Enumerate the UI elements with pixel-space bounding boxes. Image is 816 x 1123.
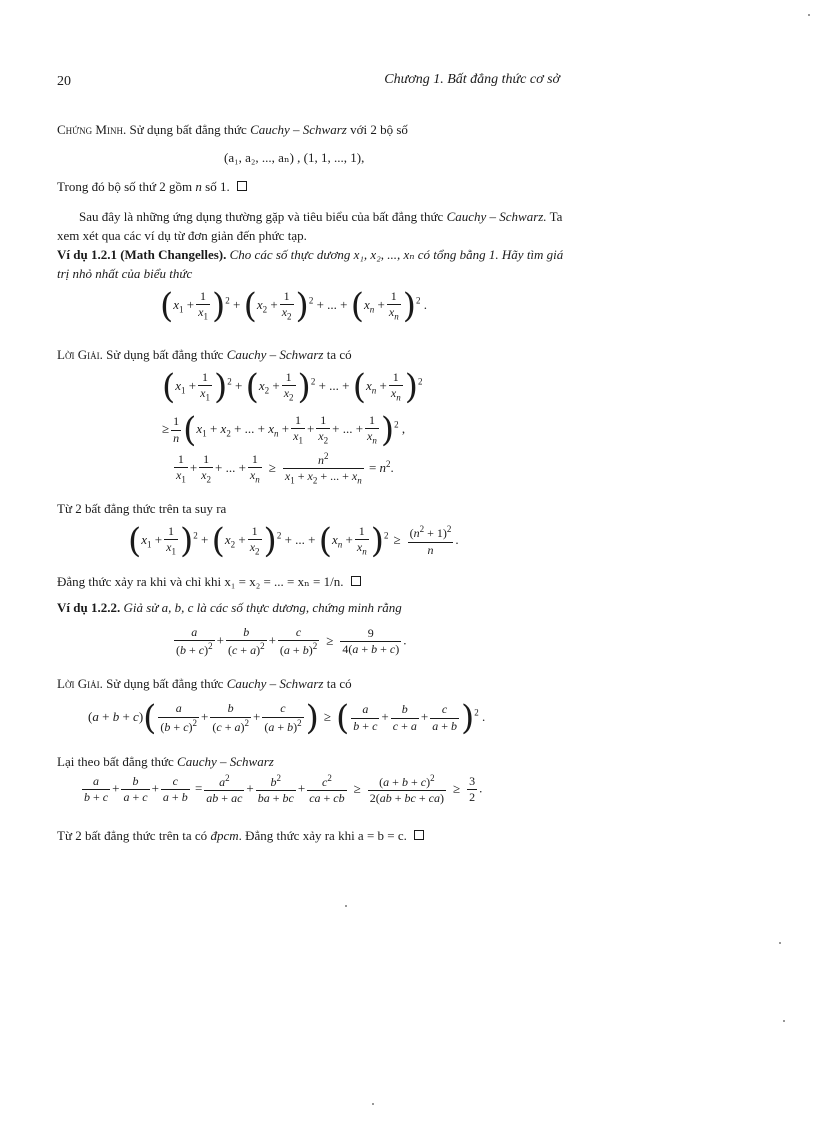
proof-line2-a: Trong đó bộ số thứ 2 gồm [57, 179, 193, 194]
intro-text2: Ta xem xét qua các ví dụ từ đơn giản đến phức tạp. [57, 209, 563, 243]
proof-text: Sử dụng bất đẳng thức [129, 122, 247, 137]
proof-tuple: (a₁, a₂, ..., aₙ) , (1, 1, ..., 1), [224, 150, 365, 165]
scan-speck [372, 1103, 374, 1105]
solution-1-line3: $\frac{1}{x_1}$ + $\frac{1}{x_2}$ + ... + $\frac{1}{x_n}$ ≥ $\frac{n^2}{x_1 + x_2 + ... + x_n}$ = $n^2$. [176, 451, 394, 486]
qed-box [414, 830, 424, 840]
solution-1-equality [57, 572, 565, 591]
solution-1-equality-text: Đẳng thức xảy ra khi và chỉ khi x₁ = x₂ = ... = xₙ = 1/n. [57, 574, 344, 589]
running-head: Chương 1. Bất đẳng thức cơ sở [384, 72, 560, 87]
example-1-expression: ($x_1$ + $\frac{1}{x_1}$ )$^2 + (x_2$ + $\frac{1}{x_2}$ )$^2$ + ... + ($x_n$ + $\frac{1}{x_n}$ )$^2$ . [160, 286, 427, 326]
example-1-stmt1: Cho các số thực dương x₁, x₂, ..., xₙ có tổng [229, 247, 457, 262]
proof-paragraph [57, 120, 565, 139]
solution-1-text2: ta có [326, 347, 352, 362]
scan-speck [808, 14, 810, 16]
page-number: 20 [57, 74, 71, 89]
intro-cs2: Schwarz. [499, 209, 547, 224]
solution-2-cs2: Cauchy – Schwarz [177, 754, 274, 769]
example-1-stmt2: bằng 1. Hãy tìm giá trị nhỏ nhất của biểu thức [57, 247, 564, 281]
qed-box [237, 181, 247, 191]
intro-cs1: Cauchy – [446, 209, 497, 224]
qed-box [351, 576, 361, 586]
solution-1-text: Sử dụng bất đẳng thức [106, 347, 224, 362]
solution-2-dpcm: đpcm [210, 828, 239, 843]
scan-speck [345, 905, 347, 907]
intro-paragraph [57, 207, 565, 245]
solution-2-text2: ta có [326, 676, 352, 691]
solution-2-again-text: Lại theo bất đẳng thức [57, 754, 174, 769]
proof-line2 [57, 177, 565, 196]
solution-2-line1: (a + b + c)( $\frac{a}{(b + c)^2}$ + $\frac{b}{(c + a)^2}$ + $\frac{c}{(a + b)^2}$ ) ≥ ( $\frac{a}{b + c}$ + $\frac{b}{c + a}$ + $\frac{c}{a + b}$ )$^2$ . [88, 698, 486, 738]
solution-2-line2: $\frac{a}{b + c}$ + $\frac{b}{a + c}$ + $\frac{c}{a + b}$ = $\frac{a^2}{ab + ac}$ + $\frac{b^2}{ba + bc}$ + $\frac{c^2}{ca + cb}$ ≥ $\frac{(a + b + c)^2}{2(ab + bc + ca)}$ ≥ $\frac{3}{2}$ . [84, 773, 483, 806]
example-2-stmt: Giả sử a, b, c là các số thực dương, chứng minh rằng [123, 600, 402, 615]
example-1-label: Ví dụ 1.2.1 (Math Changelles). [57, 247, 227, 262]
solution-1-intro [57, 345, 565, 364]
solution-1-heading: Lời Giải. [57, 347, 103, 362]
scan-speck [783, 1020, 785, 1022]
solution-1-conclusion: ($x_1$ + $\frac{1}{x_1}$ )$^2 + (x_2$ + $\frac{1}{x_2}$ )$^2$ + ... + ($x_n$ + $\frac{1}{x_n}$ )$^2$ ≥ $\frac{(n^2 + 1)^2}{n}$ . [128, 521, 459, 561]
intro-text1: Sau đây là những ứng dụng thường gặp và tiêu biểu của bất đẳng thức [79, 209, 444, 224]
proof-heading: Chứng Minh. [57, 122, 127, 137]
solution-2-cs: Cauchy – Schwarz [226, 676, 324, 691]
solution-2-end-text1: Từ 2 bất đẳng thức trên ta có [57, 828, 208, 843]
solution-1-from: Từ 2 bất đẳng thức trên ta suy ra [57, 501, 227, 516]
proof-cs: Cauchy – Schwarz [250, 122, 347, 137]
proof-text2: với 2 bộ số [350, 122, 408, 137]
solution-2-intro [57, 674, 565, 693]
solution-1-line2: ≥ $\frac{1}{n}$ ($x_1 + x_2$ + ... + $x_n$ + $\frac{1}{x_1}$ + $\frac{1}{x_2}$ + ... + $\frac{1}{x_n}$ )$^2$ , [162, 410, 406, 450]
proof-line2-b: số 1. [205, 179, 230, 194]
solution-2-again [57, 752, 565, 771]
solution-1-cs: Cauchy – Schwarz [226, 347, 324, 362]
example-2-inequality: $\frac{a}{(b + c)^2}$ + $\frac{b}{(c + a)^2}$ + $\frac{c}{(a + b)^2}$ ≥ $\frac{9}{4(a + b + c)}$ . [176, 625, 407, 658]
solution-2-text: Sử dụng bất đẳng thức [106, 676, 224, 691]
example-1-statement [57, 245, 565, 283]
solution-1-line1: ($x_1$ + $\frac{1}{x_1}$ )$^2 + (x_2$ + $\frac{1}{x_2}$ )$^2$ + ... + ($x_n$ + $\frac{1}{x_n}$ )$^2$ [162, 367, 423, 407]
solution-2-heading: Lời Giải. [57, 676, 103, 691]
example-2-label: Ví dụ 1.2.2. [57, 600, 121, 615]
proof-n: n [195, 179, 202, 194]
example-2-statement [57, 598, 565, 617]
solution-2-end-text2: . Đẳng thức xảy ra khi a = b = c. [238, 828, 407, 843]
scan-speck [779, 942, 781, 944]
solution-2-end [57, 826, 565, 845]
